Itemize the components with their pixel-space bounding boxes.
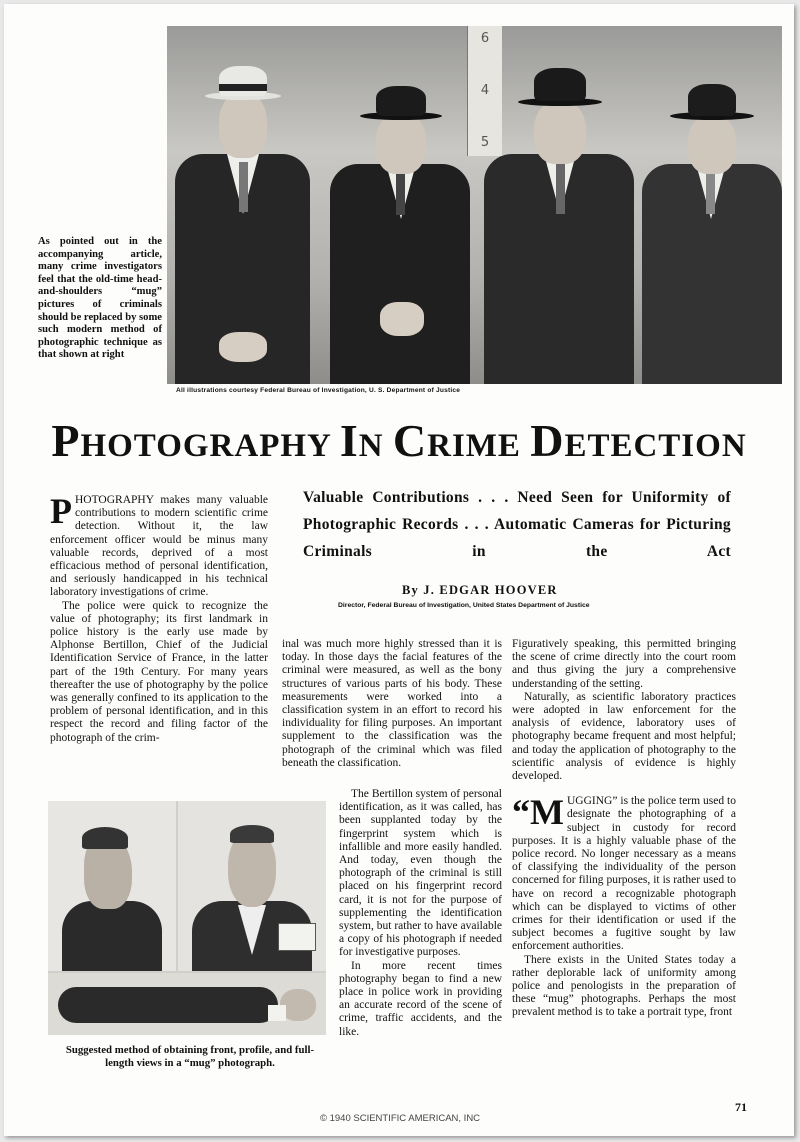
author-title: Director, Federal Bureau of Investigation, United States Department of Justice: [338, 602, 590, 609]
drop-cap: “M: [512, 792, 564, 833]
height-ruler: 6 4 5: [467, 26, 502, 156]
paragraph: The Bertillon system of personal identification, as it was called, has been supplanted today by the fingerprint system which is infallible and more easily handled. And today, even though the photograph of the criminal is still placed on his fingerprint record card, it is not for the purpose of supplementing the identification system, but rather to have available a copy of his photograph if needed for investigative purposes.: [339, 788, 502, 959]
suspect-figure: [484, 54, 634, 384]
suspect-figure: [175, 54, 310, 384]
full-length-view: [48, 973, 326, 1035]
article-subheading: Valuable Contributions . . . Need Seen for Uniformity of Photographic Records . . . Automatic Cameras for Picturing Criminals in the Act: [303, 489, 731, 560]
paragraph: PHOTOGRAPHY makes many valuable contributions to modern scientific crime detection. Without it, the law enforcement officer would be minus many valuable records, deprived of a most efficacious method of personal identification, and seriously handicapped in his technical laboratory investigations of crime.: [50, 491, 268, 599]
copyright-notice: © 1940 SCIENTIFIC AMERICAN, INC: [319, 1113, 481, 1124]
page-number: 71: [735, 1100, 747, 1114]
profile-view: [48, 801, 176, 971]
lineup-photo: [167, 26, 782, 384]
author-byline: By J. EDGAR HOOVER: [402, 583, 558, 597]
drop-cap: P: [50, 491, 72, 531]
column-2: [282, 638, 502, 770]
paragraph: Figuratively speaking, this permitted bringing the scene of crime directly into the court room and thus giving the jury a comprehensive understanding of the setting.: [512, 638, 736, 690]
column-2-continued: [339, 788, 502, 1039]
photo-caption: As pointed out in the accompanying article, many crime investigators feel that the old-time head-and-shoulders “mug” pictures of criminals should be replaced by some such modern method of photographic technique as that shown at right: [38, 236, 163, 361]
paragraph: There exists in the United States today a rather deplorable lack of uniformity among police and penologists in the preparation of these “mug” photographs. Perhaps the most prevalent method is to take a portrait type, front: [512, 953, 736, 1019]
paragraph: The police were quick to recognize the value of photography; its first landmark in police history is the early use made by Alphonse Bertillon, Chief of the Judicial Identification Service of France, in the latter part of the 19th Century. For many years thereafter the use of photography by the police was generally confined to its application to the problem of personal identification, and in this respect the record and filing factor of the photograph of the crim-: [50, 599, 268, 744]
paragraph: In more recent times photography began to find a new place in police work in providing an accurate record of the scene of crime, traffic accidents, and the like.: [339, 959, 502, 1038]
column-1: [50, 491, 268, 745]
paragraph: inal was much more highly stressed than it is today. In those days the facial features of the criminal were measured, as well as the bony structures of various parts of his body. These measurements were worked into a classification system in an effort to record his individuality for filing purposes. An important supplement to the classification was the photograph of the criminal which was filed beneath the classification.: [282, 638, 502, 769]
photo-credit: All illustrations courtesy Federal Bureau of Investigation, U. S. Department of Justice: [176, 387, 461, 394]
mugshot-photo: [48, 801, 326, 1035]
column-3: [512, 638, 736, 1020]
mugshot-caption: Suggested method of obtaining front, profile, and full-length views in a “mug” photograph.: [65, 1044, 315, 1069]
paragraph: Naturally, as scientific laboratory practices were adopted in law enforcement for the analysis of evidence, laboratory uses of photography became frequent and most helpful; and today the application of photography to the scientific analysis of evidence is highly developed.: [512, 690, 736, 783]
suspect-figure: [642, 54, 782, 384]
suspect-figure: [330, 54, 470, 384]
magazine-page: [4, 4, 794, 1136]
article-title: PHOTOGRAPHY IN CRIME DETECTION: [51, 415, 747, 466]
paragraph: “MUGGING” is the police term used to designate the photographing of a subject in custody for record purposes. It is a highly valuable phase of the police record. No longer necessary as a means of classifying the individuality of the person concerned for filing purposes, it is rather used to have on record a recognizable photograph which can be displayed to victims of other crimes for their identification or used if the subject becomes a fugitive sought by law enforcement authorities.: [512, 792, 736, 953]
front-view: [178, 801, 326, 971]
